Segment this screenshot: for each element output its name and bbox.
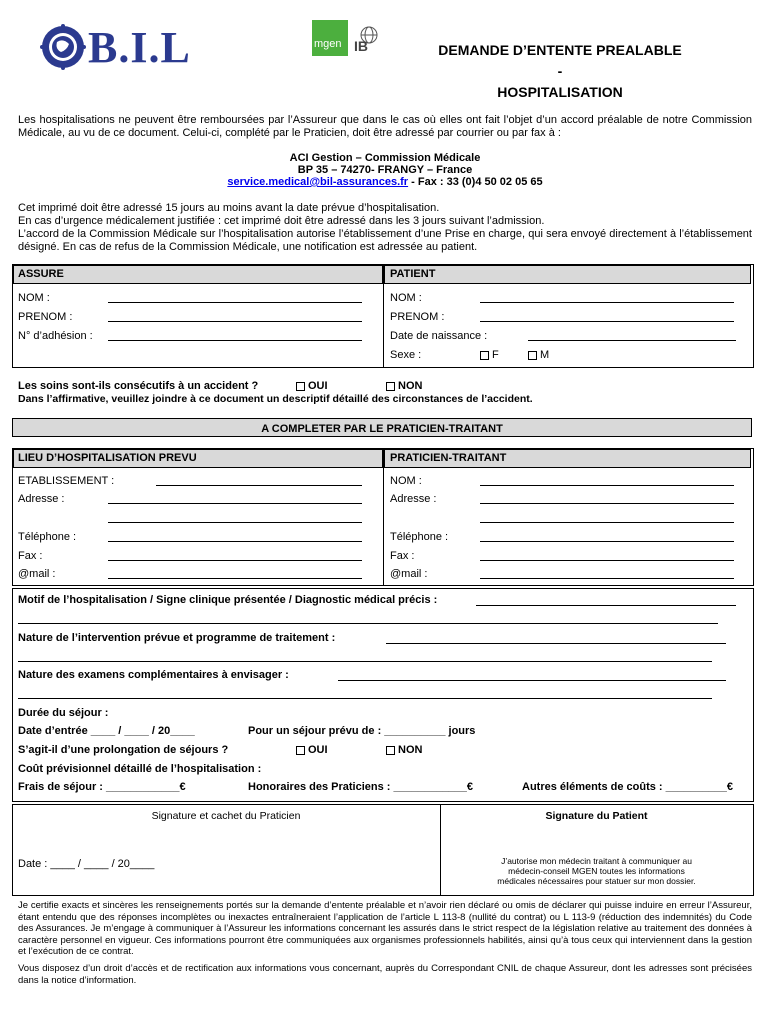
certification-text: Je certifie exacts et sincères les renseignements portés sur la demande d’entente préalable et n’avoir rien déclaré ou omis de déclarer qui puisse induire en erreur l’Assureur, étant entendu que des réponses incomplètes ou inexactes entraîneraient l’application de l’article L 113-8 (nullité du contrat) ou L 113-9 (réduction des indemnités) du Code des Assurances. Je m’engage à communiquer à l’Assureur les informations concernant les assurés dans le strict respect de la législation relative au traitement des données à caractère personnel en vigueur. Ces informations pourront être communiquées aux organismes professionnels habilités, ainsi qu’à tous ceux qui interviennent dans la gestion et l’exécution de ce contrat.	[18, 900, 752, 957]
sejour-prevu-field[interactable]: Pour un séjour prévu de : __________ jours	[248, 725, 476, 737]
intro-paragraph: Les hospitalisations ne peuvent être remboursées par l’Assureur que dans le cas où elles ont fait l’objet d’un accord préalable de notre Commission Médicale, au vu de ce document. Celui-ci, complété par le Praticien, doit être adressé par courrier ou par fax à :	[18, 114, 752, 139]
address-line-2: BP 35 – 74270- FRANGY – France	[297, 164, 473, 176]
prolongation-oui-option[interactable]	[296, 744, 328, 756]
examens-label: Nature des examens complémentaires à envisager :	[18, 669, 289, 681]
mgen-logo	[312, 20, 348, 56]
patient-prenom-field[interactable]	[480, 321, 734, 322]
patient-sexe-label: Sexe :	[390, 349, 422, 361]
traitant-heading: PRATICIEN-TRAITANT	[390, 452, 507, 464]
intervention-field-1[interactable]	[386, 643, 726, 644]
examens-field-1[interactable]	[338, 680, 726, 681]
lieu-adresse-field-2[interactable]	[108, 522, 362, 523]
motif-label: Motif de l’hospitalisation / Signe clinique présentée / Diagnostic médical précis :	[18, 594, 438, 606]
patient-naissance-field[interactable]	[528, 340, 736, 341]
ib-logo	[354, 26, 390, 54]
checkbox-icon	[386, 382, 395, 391]
patient-header-bar	[384, 265, 751, 284]
traitant-adresse-field-1[interactable]	[480, 503, 734, 504]
praticien-banner-text: A COMPLETER PAR LE PRATICIEN-TRAITANT	[261, 423, 503, 435]
note-accord: L’accord de la Commission Médicale sur l’hospitalisation autorise l’établissement d’une Prise en charge, qui sera envoyé directement à l’établissement désigné. En cas de refus de la Commission Médicale, une notification est adressée au patient.	[18, 228, 752, 253]
checkbox-icon	[296, 382, 305, 391]
traitant-fax-label: Fax :	[390, 550, 415, 562]
sexe-m-option[interactable]	[528, 349, 549, 361]
address-block	[18, 152, 752, 188]
autres-couts-field[interactable]: Autres éléments de coûts : __________€	[522, 781, 733, 793]
checkbox-icon	[296, 746, 305, 755]
checkbox-icon	[528, 351, 537, 360]
traitant-mail-field[interactable]	[480, 578, 734, 579]
lieu-adresse-field-1[interactable]	[108, 503, 362, 504]
intervention-label: Nature de l’intervention prévue et programme de traitement :	[18, 632, 336, 644]
sexe-f-option[interactable]	[480, 349, 499, 361]
traitant-tel-label: Téléphone :	[390, 531, 449, 543]
honoraires-field[interactable]: Honoraires des Praticiens : ____________€	[248, 781, 474, 793]
date-entree-field[interactable]: Date d’entrée ____ / ____ / 20____	[18, 725, 195, 737]
prolongation-oui-label: OUI	[308, 744, 328, 756]
examens-field-2[interactable]	[18, 698, 712, 699]
title-line-2: HOSPITALISATION	[497, 84, 623, 100]
signature-patient-label: Signature du Patient	[545, 810, 648, 822]
lieu-fax-field[interactable]	[108, 560, 362, 561]
address-line-1: ACI Gestion – Commission Médicale	[289, 152, 481, 164]
assure-prenom-field[interactable]	[108, 321, 362, 322]
mgen-logo-text: mgen	[314, 38, 342, 50]
patient-authorization	[441, 856, 752, 886]
intro-notes	[18, 202, 752, 254]
traitant-fax-field[interactable]	[480, 560, 734, 561]
assure-nom-label: NOM :	[18, 292, 50, 304]
traitant-adresse-label: Adresse :	[390, 493, 437, 505]
signature-date-field[interactable]: Date : ____ / ____ / 20____	[18, 858, 155, 870]
duree-label: Durée du séjour :	[18, 707, 109, 719]
lieu-traitant-divider	[383, 448, 384, 585]
lieu-mail-label: @mail :	[18, 568, 56, 580]
sexe-f-label: F	[492, 349, 499, 361]
assure-nom-field[interactable]	[108, 302, 362, 303]
note-delay: Cet imprimé doit être adressé 15 jours au moins avant la date prévue d’hospitalisation.	[18, 202, 440, 214]
intervention-field-2[interactable]	[18, 661, 712, 662]
prolongation-question: S’agit-il d’une prolongation de séjours ?	[18, 744, 229, 756]
lieu-etab-label: ETABLISSEMENT :	[18, 475, 115, 487]
fax-number: - Fax : 33 (0)4 50 02 05 65	[408, 176, 543, 188]
globe-icon	[40, 24, 86, 70]
assure-adhesion-label: N° d’adhésion :	[18, 330, 93, 342]
email-link[interactable]: service.medical@bil-assurances.fr	[227, 176, 409, 188]
assure-prenom-label: PRENOM :	[18, 311, 73, 323]
motif-field-2[interactable]	[18, 623, 718, 624]
checkbox-icon	[480, 351, 489, 360]
frais-sejour-field[interactable]: Frais de séjour : ____________€	[18, 781, 186, 793]
prolongation-non-option[interactable]	[386, 744, 422, 756]
patient-nom-label: NOM :	[390, 292, 422, 304]
accident-note: Dans l’affirmative, veuillez joindre à ce document un descriptif détaillé des circonstances de l’accident.	[18, 393, 533, 405]
patient-naissance-label: Date de naissance :	[390, 330, 488, 342]
traitant-mail-label: @mail :	[390, 568, 428, 580]
lieu-mail-field[interactable]	[108, 578, 362, 579]
title-dash: -	[557, 63, 563, 79]
patient-heading: PATIENT	[390, 268, 436, 280]
assure-heading: ASSURE	[18, 268, 64, 280]
traitant-adresse-field-2[interactable]	[480, 522, 734, 523]
cnil-rights-text: Vous disposez d’un droit d’accès et de rectification aux informations vous concernant, auprès du Correspondant CNIL de chaque Assureur, dont les adresses sont précisées dans la notice d’information.	[18, 963, 752, 986]
note-urgence: En cas d’urgence médicalement justifiée : cet imprimé doit être adressé dans les 3 jours suivant l’admission.	[18, 215, 545, 227]
authorization-line-2: médecin-conseil MGEN toutes les informations	[508, 866, 685, 876]
accident-non-option[interactable]	[386, 380, 422, 392]
motif-field-1[interactable]	[476, 605, 736, 606]
assure-header-bar	[13, 265, 383, 284]
lieu-tel-field[interactable]	[108, 541, 362, 542]
praticien-banner	[12, 418, 752, 437]
prolongation-non-label: NON	[398, 744, 423, 756]
assure-patient-divider	[383, 264, 384, 367]
lieu-etab-field[interactable]	[156, 485, 362, 486]
bil-logo	[40, 23, 191, 72]
lieu-heading: LIEU D’HOSPITALISATION PREVU	[18, 452, 197, 464]
accident-non-label: NON	[398, 380, 423, 392]
authorization-line-3: médicales nécessaires pour statuer sur mon dossier.	[497, 876, 696, 886]
signature-praticien-area[interactable]	[14, 824, 438, 854]
lieu-adresse-label: Adresse :	[18, 493, 65, 505]
traitant-nom-label: NOM :	[390, 475, 422, 487]
checkbox-icon	[386, 746, 395, 755]
sexe-m-label: M	[540, 349, 550, 361]
traitant-nom-field[interactable]	[480, 485, 734, 486]
signature-praticien-label: Signature et cachet du Praticien	[151, 810, 301, 822]
lieu-tel-label: Téléphone :	[18, 531, 77, 543]
accident-oui-option[interactable]	[296, 380, 328, 392]
traitant-tel-field[interactable]	[480, 541, 734, 542]
ib-logo-text: IB	[354, 38, 368, 54]
accident-question: Les soins sont-ils consécutifs à un accident ?	[18, 380, 259, 392]
authorization-line-1: J’autorise mon médecin traitant à communiquer au	[501, 856, 692, 866]
cout-label: Coût prévisionnel détaillé de l’hospitalisation :	[18, 763, 262, 775]
bil-logo-text: B.I.L	[88, 23, 191, 72]
page-title	[430, 40, 690, 103]
title-line-1: DEMANDE D’ENTENTE PREALABLE	[438, 42, 682, 58]
patient-nom-field[interactable]	[480, 302, 734, 303]
patient-prenom-label: PRENOM :	[390, 311, 445, 323]
assure-adhesion-field[interactable]	[108, 340, 362, 341]
lieu-fax-label: Fax :	[18, 550, 43, 562]
accident-oui-label: OUI	[308, 380, 328, 392]
